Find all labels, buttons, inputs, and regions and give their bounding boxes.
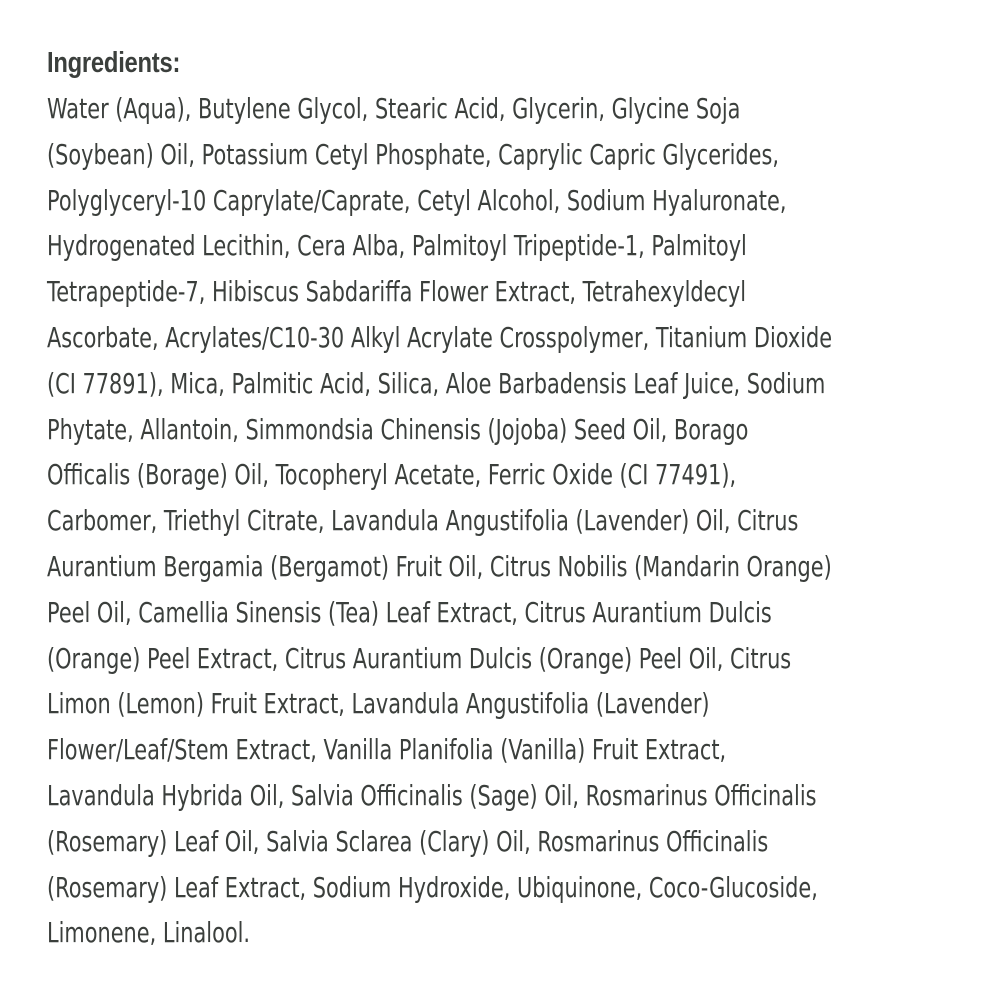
ingredients-line: Phytate, Allantoin, Simmondsia Chinensis (Jojoba) Seed Oil, Borago (47, 412, 749, 446)
ingredients-list (47, 86, 967, 956)
ingredients-line: Aurantium Bergamia (Bergamot) Fruit Oil, Citrus Nobilis (Mandarin Orange) (47, 549, 832, 583)
ingredients-line: Ascorbate, Acrylates/C10-30 Alkyl Acrylate Crosspolymer, Titanium Dioxide (47, 320, 833, 354)
ingredients-line: (Orange) Peel Extract, Citrus Aurantium Dulcis (Orange) Peel Oil, Citrus (47, 641, 792, 675)
ingredients-line: Lavandula Hybrida Oil, Salvia Officinalis (Sage) Oil, Rosmarinus Officinalis (47, 778, 817, 812)
ingredients-line: Tetrapeptide-7, Hibiscus Sabdariffa Flower Extract, Tetrahexyldecyl (47, 275, 747, 309)
ingredients-line: (Rosemary) Leaf Extract, Sodium Hydroxide, Ubiquinone, Coco-Glucoside, (47, 870, 818, 904)
ingredients-line: Limon (Lemon) Fruit Extract, Lavandula Angustifolia (Lavender) (47, 687, 710, 721)
ingredients-line: Peel Oil, Camellia Sinensis (Tea) Leaf Extract, Citrus Aurantium Dulcis (47, 595, 772, 629)
ingredients-line: (Rosemary) Leaf Oil, Salvia Sclarea (Clary) Oil, Rosmarinus Officinalis (47, 824, 769, 858)
ingredients-heading: Ingredients: (47, 47, 181, 79)
ingredients-panel (47, 40, 967, 956)
ingredients-line: (Soybean) Oil, Potassium Cetyl Phosphate, Caprylic Capric Glycerides, (47, 137, 779, 171)
ingredients-line: Carbomer, Triethyl Citrate, Lavandula Angustifolia (Lavender) Oil, Citrus (47, 504, 799, 538)
ingredients-line: (CI 77891), Mica, Palmitic Acid, Silica, Aloe Barbadensis Leaf Juice, Sodium (47, 366, 826, 400)
ingredients-line: Hydrogenated Lecithin, Cera Alba, Palmitoyl Tripeptide-1, Palmitoyl (47, 229, 747, 263)
ingredients-line: Polyglyceryl-10 Caprylate/Caprate, Cetyl Alcohol, Sodium Hyaluronate, (47, 183, 787, 217)
ingredients-line: Limonene, Linalool. (47, 916, 251, 950)
ingredients-line: Flower/Leaf/Stem Extract, Vanilla Planifolia (Vanilla) Fruit Extract, (47, 733, 727, 767)
ingredients-line: Officalis (Borage) Oil, Tocopheryl Acetate, Ferric Oxide (CI 77491), (47, 458, 737, 492)
ingredients-line: Water (Aqua), Butylene Glycol, Stearic Acid, Glycerin, Glycine Soja (47, 92, 741, 125)
